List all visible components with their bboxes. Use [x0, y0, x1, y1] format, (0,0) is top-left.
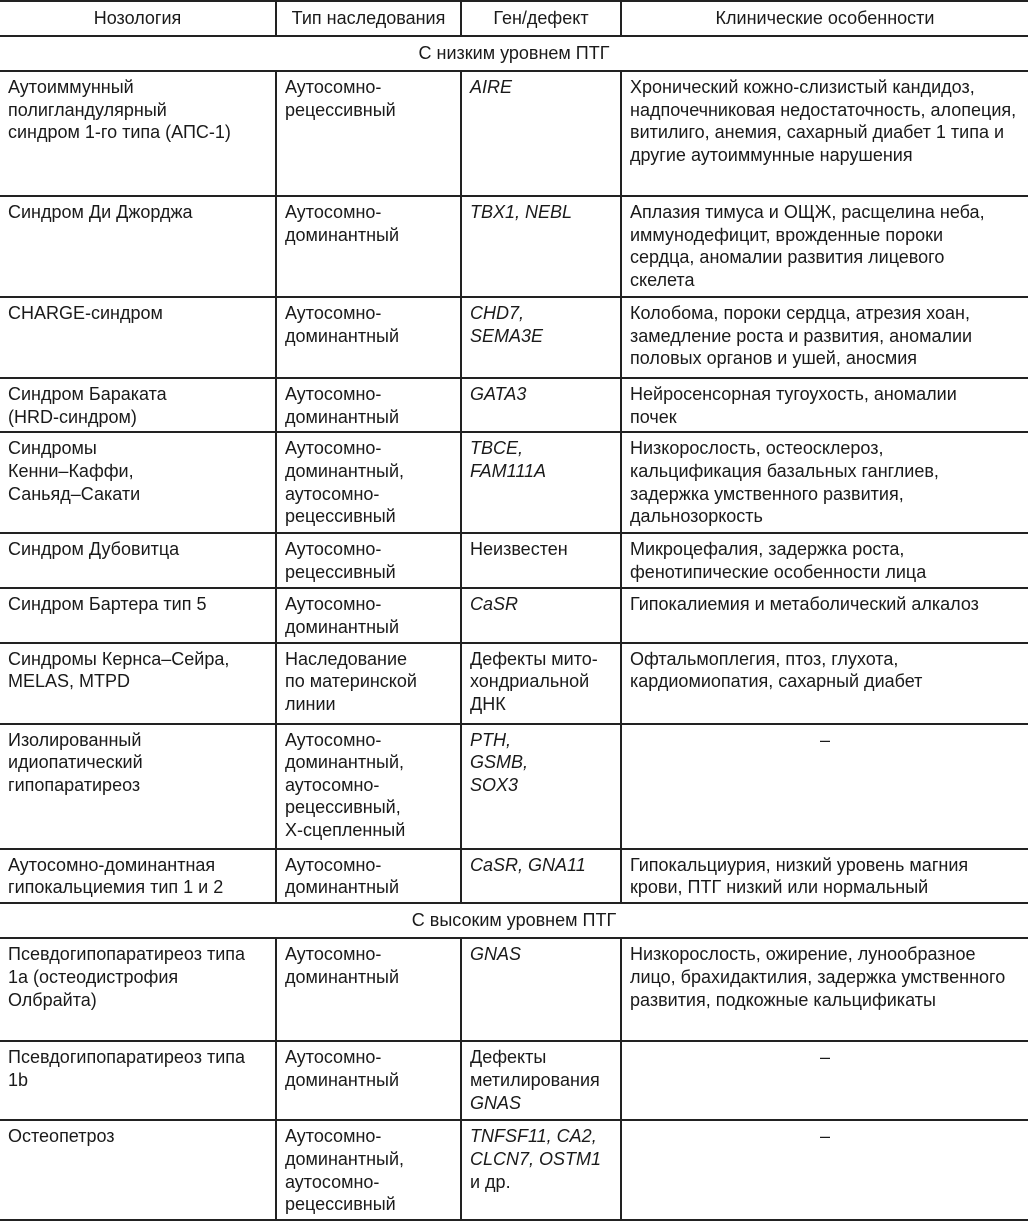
gene-name: GATA3 — [470, 384, 527, 405]
gene-text: и др. — [470, 1171, 511, 1192]
gene-name: PTH, GSMB, SOX3 — [470, 729, 529, 795]
cell-features: Нейросенсорная тугоухость, аномалии почек — [621, 378, 1028, 432]
cell-nosology: Аутоиммунный полигландулярный синдром 1-го типа (АПС-1) — [0, 71, 276, 196]
cell-nosology: Синдромы Кернса–Сейра, MELAS, MTPD — [0, 643, 276, 724]
cell-inheritance: Наследование по материнской линии — [276, 643, 461, 724]
cell-nosology: Синдром Бартера тип 5 — [0, 588, 276, 642]
cell-inheritance: Аутосомно-доминантный — [276, 378, 461, 432]
section-row-low-pth — [0, 36, 1028, 72]
cell-gene — [461, 724, 621, 849]
cell-features: – — [621, 1041, 1028, 1120]
cell-inheritance: Аутосомно-доминантный — [276, 849, 461, 903]
table-row — [0, 71, 1028, 196]
cell-nosology: Псевдогипопаратиреоз типа 1b — [0, 1041, 276, 1120]
gene-text: Неизвестен — [470, 539, 568, 560]
cell-inheritance: Аутосомно-рецессивный — [276, 533, 461, 588]
cell-gene — [461, 1120, 621, 1219]
table-row — [0, 533, 1028, 588]
table-row — [0, 196, 1028, 297]
cell-features: Гипокальциурия, низкий уровень магния крови, ПТГ низкий или нормальный — [621, 849, 1028, 903]
cell-features: Офтальмоплегия, птоз, глухота, кардиомиопатия, сахарный диабет — [621, 643, 1028, 724]
cell-gene — [461, 938, 621, 1041]
cell-features: Аплазия тимуса и ОЩЖ, расщелина неба, иммунодефицит, врожденные пороки сердца, аномалии развития лицевого скелета — [621, 196, 1028, 297]
cell-gene — [461, 643, 621, 724]
cell-gene — [461, 378, 621, 432]
cell-nosology: CHARGE-синдром — [0, 297, 276, 378]
gene-text: Дефекты метилирования — [470, 1047, 600, 1090]
cell-features: Гипокалиемия и метаболический алкалоз — [621, 588, 1028, 642]
cell-gene — [461, 71, 621, 196]
header-nosology: Нозология — [0, 1, 276, 36]
table-row — [0, 588, 1028, 642]
section-row-high-pth — [0, 903, 1028, 939]
cell-inheritance: Аутосомно-рецессивный — [276, 71, 461, 196]
section-title: С высоким уровнем ПТГ — [0, 903, 1028, 939]
cell-inheritance: Аутосомно-доминантный — [276, 1041, 461, 1120]
gene-name: CaSR — [470, 594, 519, 615]
cell-nosology: Синдром Дубовитца — [0, 533, 276, 588]
header-inheritance: Тип наследования — [276, 1, 461, 36]
table-row — [0, 378, 1028, 432]
gene-name: TNFSF11, CA2, CLCN7, OSTM1 — [470, 1126, 602, 1169]
gene-text: Дефекты мито-хондриальной ДНК — [470, 648, 598, 714]
cell-features: – — [621, 1120, 1028, 1219]
header-gene: Ген/дефект — [461, 1, 621, 36]
cell-gene — [461, 297, 621, 378]
cell-features: Хронический кожно-слизистый кандидоз, надпочечниковая недостаточность, алопеция, витилиго, анемия, сахарный диабет 1 типа и другие аутоиммунные нарушения — [621, 71, 1028, 196]
cell-nosology: Синдромы Кенни–Каффи, Саньяд–Сакати — [0, 432, 276, 533]
table-row — [0, 432, 1028, 533]
cell-gene — [461, 849, 621, 903]
cell-inheritance: Аутосомно-доминантный, аутосомно-рецессивный — [276, 432, 461, 533]
header-features: Клинические особенности — [621, 1, 1028, 36]
cell-inheritance: Аутосомно-доминантный — [276, 588, 461, 642]
gene-name: TBX1, NEBL — [470, 202, 573, 223]
cell-gene — [461, 196, 621, 297]
gene-name: GNAS — [470, 944, 522, 965]
table-row — [0, 1120, 1028, 1219]
cell-nosology: Псевдогипопаратиреоз типа 1а (остеодистрофия Олбрайта) — [0, 938, 276, 1041]
cell-nosology: Изолированный идиопатический гипопаратиреоз — [0, 724, 276, 849]
gene-name: GNAS — [470, 1092, 522, 1113]
cell-inheritance: Аутосомно-доминантный — [276, 297, 461, 378]
cell-gene — [461, 588, 621, 642]
header-row — [0, 1, 1028, 36]
section-title: С низким уровнем ПТГ — [0, 36, 1028, 72]
table-row — [0, 1041, 1028, 1120]
cell-inheritance: Аутосомно-доминантный — [276, 938, 461, 1041]
cell-inheritance: Аутосомно-доминантный, аутосомно-рецессивный — [276, 1120, 461, 1219]
table-row — [0, 297, 1028, 378]
cell-gene — [461, 533, 621, 588]
cell-nosology: Синдром Бараката (HRD-синдром) — [0, 378, 276, 432]
table-row — [0, 724, 1028, 849]
table-row — [0, 938, 1028, 1041]
table-row — [0, 849, 1028, 903]
cell-features: Низкорослость, ожирение, лунообразное лицо, брахидактилия, задержка умственного развития, подкожные кальцификаты — [621, 938, 1028, 1041]
cell-nosology: Синдром Ди Джорджа — [0, 196, 276, 297]
cell-features: Колобома, пороки сердца, атрезия хоан, замедление роста и развития, аномалии половых органов и ушей, аносмия — [621, 297, 1028, 378]
table-row — [0, 643, 1028, 724]
cell-nosology: Остеопетроз — [0, 1120, 276, 1219]
cell-features: Низкорослость, остеосклероз, кальцификация базальных ганглиев, задержка умственного развития, дальнозоркость — [621, 432, 1028, 533]
gene-name: AIRE — [470, 77, 513, 98]
cell-inheritance: Аутосомно-доминантный — [276, 196, 461, 297]
cell-features: – — [621, 724, 1028, 849]
cell-inheritance: Аутосомно-доминантный, аутосомно-рецессивный, Х-сцепленный — [276, 724, 461, 849]
cell-features: Микроцефалия, задержка роста, фенотипические особенности лица — [621, 533, 1028, 588]
gene-name: CHD7, SEMA3E — [470, 303, 544, 346]
cell-nosology: Аутосомно-доминантная гипокальциемия тип 1 и 2 — [0, 849, 276, 903]
gene-name: TBCE, FAM111A — [470, 438, 547, 481]
gene-name: CaSR, GNA11 — [470, 854, 586, 875]
cell-gene — [461, 432, 621, 533]
cell-gene — [461, 1041, 621, 1120]
